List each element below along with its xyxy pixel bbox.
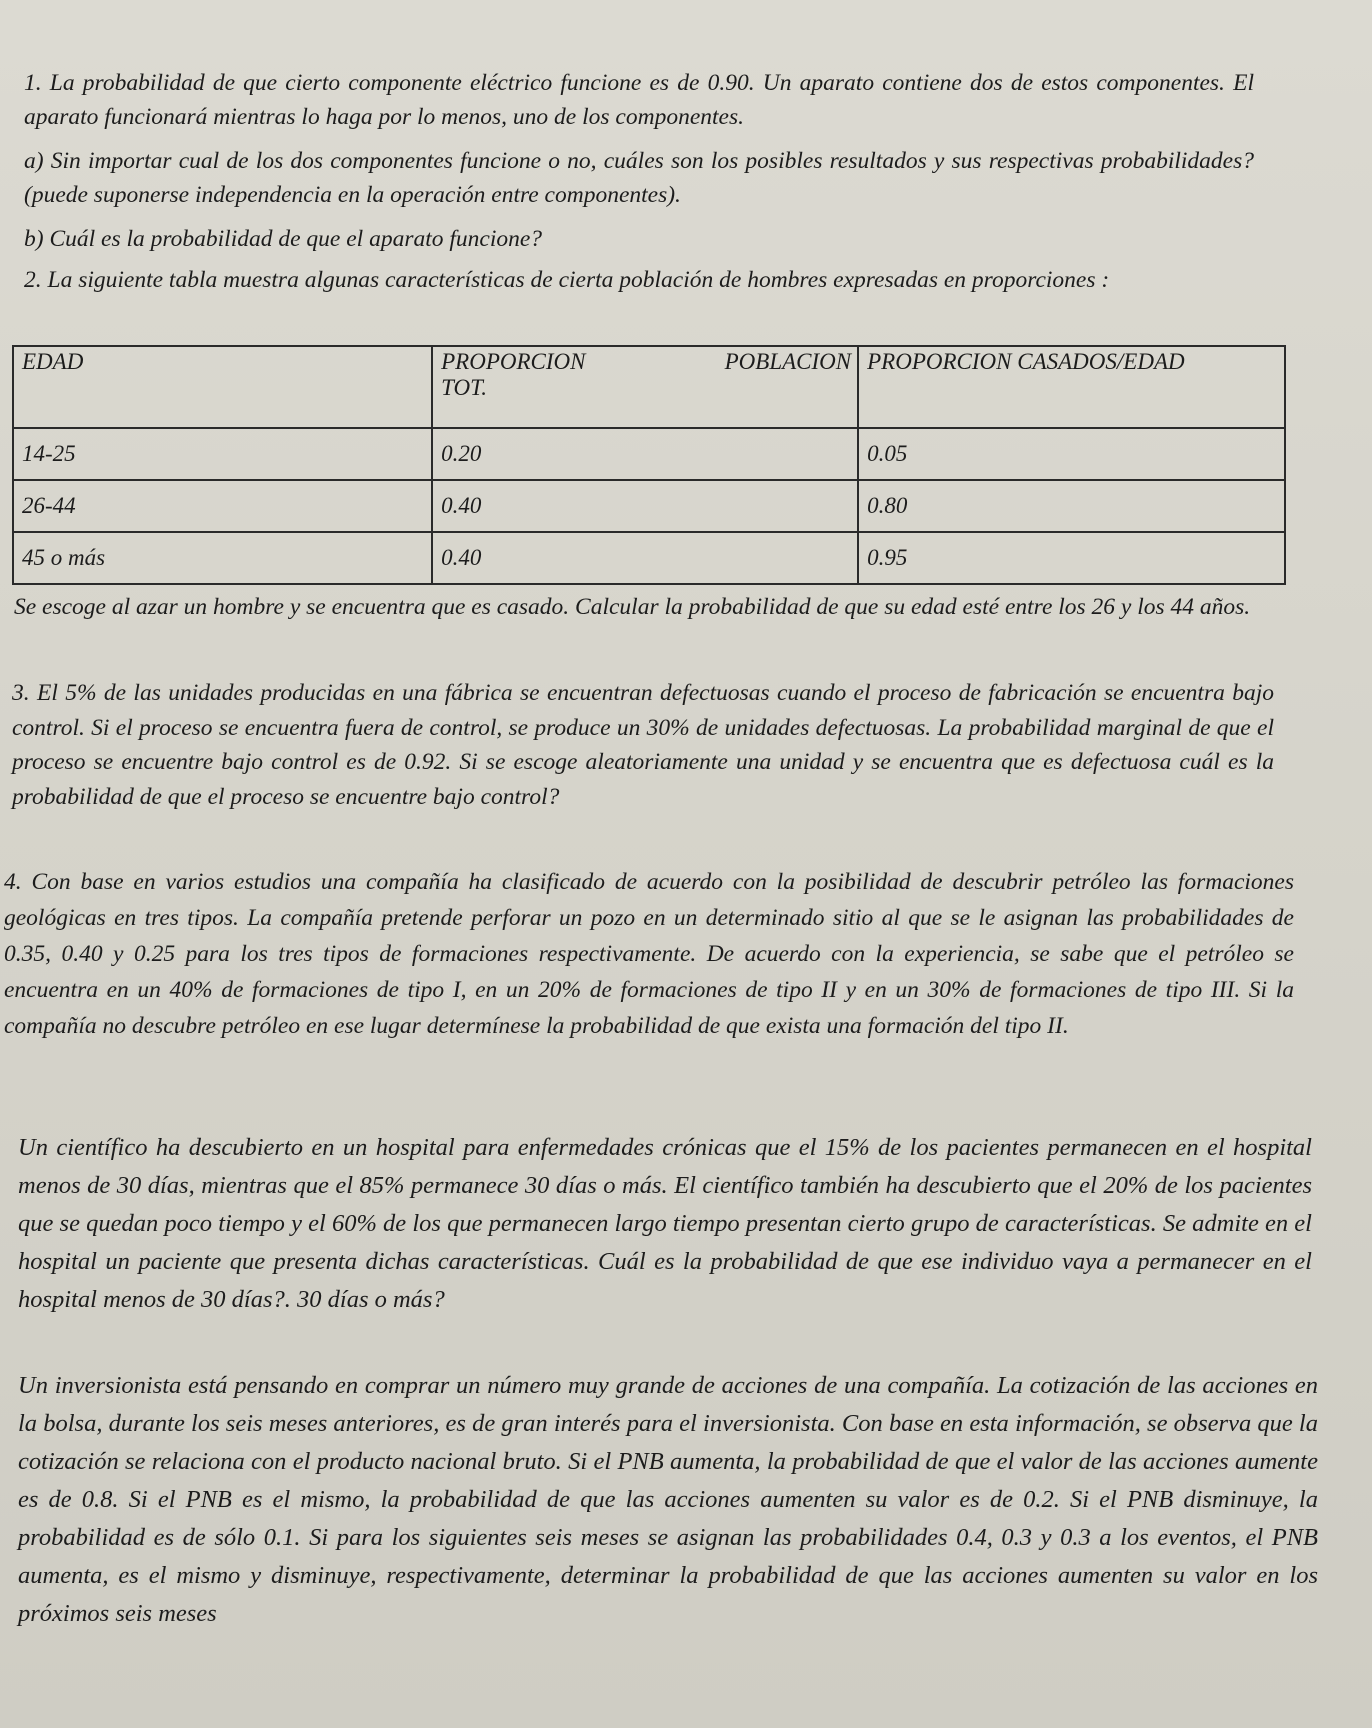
cell-proporcion: 0.40 [432,532,858,584]
header-edad: EDAD [13,346,432,428]
table-row [13,428,1285,480]
problem-6-text: Un inversionista está pensando en comprar un número muy grande de acciones de una compañía. La cotización de las acciones en la bolsa, durante los seis meses anteriores, es de gran interés para el inversionista. Con base en esta información, se observa que la cotización se relaciona con el producto nacional bruto. Si el PNB aumenta, la probabilidad de que el valor de las acciones aumente es de 0.8. Si el PNB es el mismo, la probabilidad de que las acciones aumenten su valor es de 0.2. Si el PNB disminuye, la probabilidad es de sólo 0.1. Si para los siguientes seis meses se asignan las probabilidades 0.4, 0.3 y 0.3 a los eventos, el PNB aumenta, es el mismo y disminuye, respectivamente, determinar la probabilidad de que las acciones aumenten su valor en los próximos seis meses [18,1372,1318,1627]
problem-3-text: 3. El 5% de las unidades producidas en una fábrica se encuentran defectuosas cuando el proceso de fabricación se encuentra bajo control. Si el proceso se encuentra fuera de control, se produce un 30% de unidades defectuosas. La probabilidad marginal de que el proceso se encuentre bajo control es de 0.92. Si se escoge aleatoriamente una unidad y se encuentra que es defectuosa cuál es la probabilidad de que el proceso se encuentre bajo control? [12,680,1274,810]
header-poblacion: POBLACION [724,349,852,374]
cell-casados: 0.95 [858,532,1285,584]
table-row [13,532,1285,584]
population-table-container [12,345,1286,585]
cell-proporcion: 0.20 [432,428,858,480]
problem-2-text: 2. La siguiente tabla muestra algunas características de cierta población de hombres expresadas en proporciones : [24,267,1110,293]
cell-casados: 0.80 [858,480,1285,532]
problem-1a-text: a) Sin importar cual de los dos componentes funcione o no, cuáles son los posibles resultados y sus respectivas probabilidades? (puede suponerse independencia en la operación entre componentes). [24,148,1254,208]
problem-1b-text: b) Cuál es la probabilidad de que el aparato funcione? [24,226,543,252]
header-proporcion-poblacion [432,346,858,428]
header-casados: PROPORCION CASADOS/EDAD [858,346,1285,428]
cell-edad: 45 o más [13,532,432,584]
header-proporcion: PROPORCION [441,349,586,374]
table-header-row [13,346,1285,428]
header-tot: TOT. [441,375,487,400]
cell-casados: 0.05 [858,428,1285,480]
cell-proporcion: 0.40 [432,480,858,532]
cell-edad: 26-44 [13,480,432,532]
problem-5-text: Un científico ha descubierto en un hospital para enfermedades crónicas que el 15% de los pacientes permanecen en el hospital menos de 30 días, mientras que el 85% permanece 30 días o más. El científico también ha descubierto que el 20% de los pacientes que se quedan poco tiempo y el 60% de los que permanecen largo tiempo presentan cierto grupo de características. Se admite en el hospital un paciente que presenta dichas características. Cuál es la probabilidad de que ese individuo vaya a permanecer en el hospital menos de 30 días?. 30 días o más? [18,1134,1312,1313]
problem-4-text: 4. Con base en varios estudios una compañía ha clasificado de acuerdo con la posibilidad de descubrir petróleo las formaciones geológicas en tres tipos. La compañía pretende perforar un pozo en un determinado sitio al que se le asignan las probabilidades de 0.35, 0.40 y 0.25 para los tres tipos de formaciones respectivamente. De acuerdo con la experiencia, se sabe que el petróleo se encuentra en un 40% de formaciones de tipo I, en un 20% de formaciones de tipo II y en un 30% de formaciones de tipo III. Si la compañía no descubre petróleo en ese lugar determínese la probabilidad de que exista una formación del tipo II. [4,869,1294,1039]
problem-2-question: Se escoge al azar un hombre y se encuentra que es casado. Calcular la probabilidad de que su edad esté entre los 26 y los 44 años. [14,594,1251,620]
cell-edad: 14-25 [13,428,432,480]
population-table [12,345,1286,585]
table-row [13,480,1285,532]
problem-1-text: 1. La probabilidad de que cierto componente eléctrico funcione es de 0.90. Un aparato contiene dos de estos componentes. El aparato funcionará mientras lo haga por lo menos, uno de los componentes. [24,70,1254,130]
